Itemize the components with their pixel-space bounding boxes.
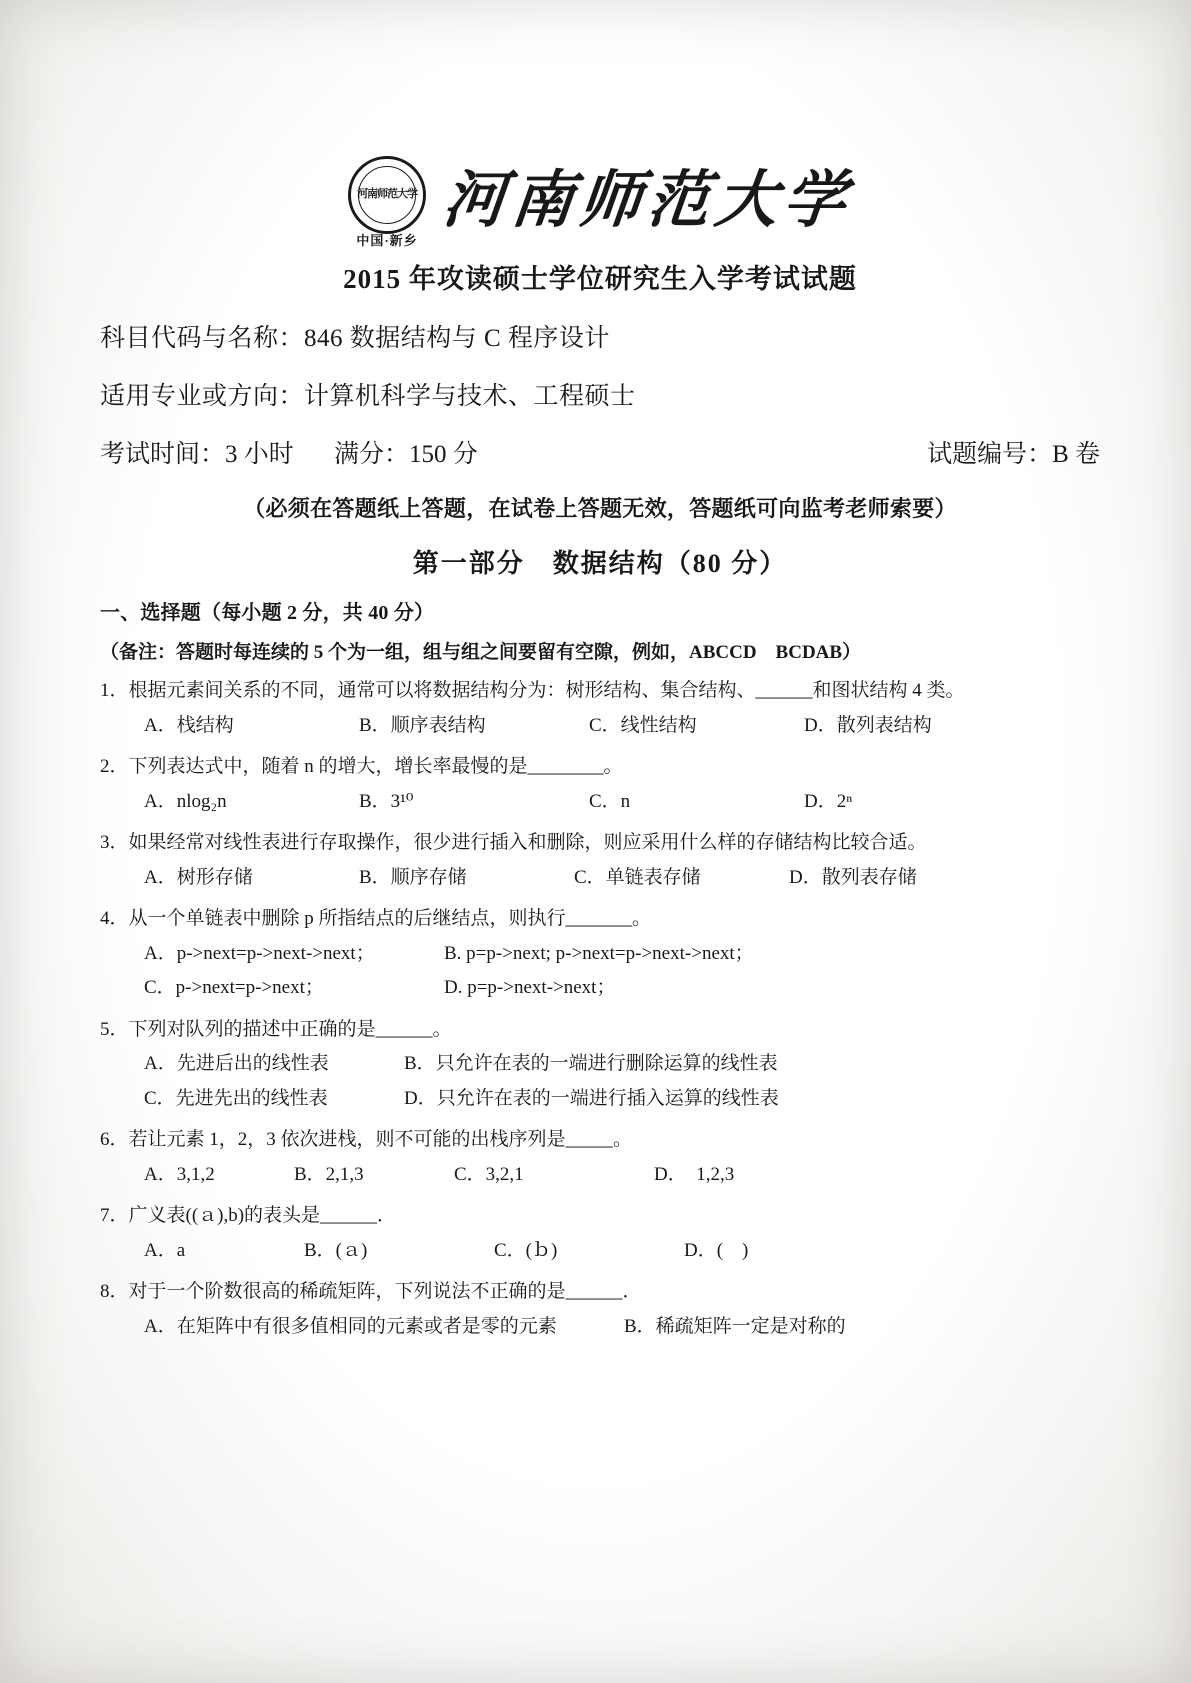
question-options: [100, 1050, 1100, 1079]
option-b: B．3¹⁰: [359, 790, 414, 812]
seal-inner-text: 河南师范大学: [356, 187, 417, 200]
question-options: [100, 1161, 1100, 1190]
exam-title: 2015 年攻读硕士学位研究生入学考试试题: [343, 264, 857, 294]
option-c: C．3,2,1: [454, 1163, 524, 1185]
option-d: D．2ⁿ: [804, 790, 853, 812]
question-options: [100, 940, 1100, 969]
university-seal-icon: [348, 156, 426, 234]
question-options: [100, 864, 1100, 893]
question-stem: 6．若让元素 1，2，3 依次进栈，则不可能的出栈序列是_____。: [100, 1129, 633, 1150]
answer-sheet-notice: （必须在答题纸上答题，在试卷上答题无效，答题纸可向监考老师索要）: [243, 496, 957, 521]
question-stem: 1．根据元素间关系的不同，通常可以将数据结构分为：树形结构、集合结构、______和图状结构 4 类。: [100, 680, 965, 701]
seal-caption: 中国·新乡: [356, 232, 418, 248]
option-a: A．树形存储: [144, 866, 253, 888]
option-d: D．只允许在表的一端进行插入运算的线性表: [404, 1087, 779, 1109]
question-stem: 3．如果经常对线性表进行存取操作，很少进行插入和删除，则应采用什么样的存储结构比较合适。: [100, 832, 927, 853]
question-stem: 2．下列表达式中，随着 n 的增大，增长率最慢的是________。: [100, 756, 623, 777]
paper-number-label: 试题编号：B 卷: [927, 441, 1100, 468]
question-options: [100, 1085, 1100, 1114]
question-stem: 7．广义表((ａ),b)的表头是______．: [100, 1205, 397, 1226]
option-a: A．3,1,2: [144, 1163, 215, 1185]
question-options: [100, 974, 1100, 1003]
option-b: B．2,1,3: [294, 1163, 364, 1185]
option-d: D． 1,2,3: [654, 1163, 735, 1185]
option-b: B．只允许在表的一端进行删除运算的线性表: [404, 1053, 778, 1074]
duration-label: 考试时间：3 小时: [100, 441, 294, 468]
document-content: [100, 150, 1100, 1341]
option-c: C．(ｂ): [494, 1239, 558, 1261]
section-heading: 一、选择题（每小题 2 分，共 40 分）: [100, 602, 435, 624]
question-options: [100, 712, 1100, 741]
option-c: C．单链表存储: [574, 866, 701, 888]
option-b: B．顺序存储: [359, 866, 467, 888]
question-item: [100, 1202, 1100, 1265]
option-a: A．先进后出的线性表: [144, 1053, 329, 1074]
question-options: [100, 788, 1100, 817]
letterhead: [100, 150, 1100, 248]
option-d: D．( ): [684, 1239, 749, 1261]
question-item: [100, 905, 1100, 1003]
question-item: [100, 1126, 1100, 1189]
exam-meta-left: [100, 434, 512, 470]
university-name: 河南师范大学: [439, 163, 856, 236]
option-b: B．稀疏矩阵一定是对称的: [624, 1315, 846, 1337]
question-stem: 8．对于一个阶数很高的稀疏矩阵，下列说法不正确的是______．: [100, 1281, 642, 1302]
option-c: C．p->next=p->next；: [144, 977, 324, 998]
option-a: A．a: [144, 1239, 186, 1261]
section-note: （备注：答题时每连续的 5 个为一组，组与组之间要留有空隙，例如，ABCCD BCDAB）: [100, 642, 862, 663]
option-b: B．顺序表结构: [359, 714, 486, 736]
option-a: A．nlog₂n: [144, 790, 227, 812]
option-c: C．先进先出的线性表: [144, 1087, 328, 1109]
option-b: B．(ａ): [304, 1239, 368, 1261]
question-item: [100, 829, 1100, 892]
part-title: 第一部分 数据结构（80 分）: [412, 549, 788, 578]
subject-line: 科目代码与名称：846 数据结构与 C 程序设计: [100, 325, 610, 352]
major-line: 适用专业或方向：计算机科学与技术、工程硕士: [100, 383, 636, 410]
university-seal-wrap: [348, 156, 426, 248]
total-score-label: 满分：150 分: [334, 441, 478, 468]
question-item: [100, 1016, 1100, 1114]
option-c: C．n: [589, 790, 631, 812]
option-d: D. p=p->next->next；: [444, 977, 616, 998]
question-item: [100, 677, 1100, 740]
option-d: D．散列表结构: [804, 714, 932, 736]
exam-meta-row: [100, 434, 1100, 470]
question-stem: 4．从一个单链表中删除 p 所指结点的后继结点，则执行_______。: [100, 908, 652, 929]
question-options: [100, 1313, 1100, 1342]
question-options: [100, 1237, 1100, 1266]
option-a: A．p->next=p->next->next；: [144, 942, 375, 964]
option-a: A．在矩阵中有很多值相同的元素或者是零的元素: [144, 1315, 557, 1337]
option-c: C．线性结构: [589, 714, 697, 736]
option-a: A．栈结构: [144, 714, 234, 736]
question-item: [100, 753, 1100, 816]
question-item: [100, 1278, 1100, 1341]
option-b: B. p=p->next; p->next=p->next->next；: [444, 942, 754, 964]
question-stem: 5．下列对队列的描述中正确的是______。: [100, 1018, 452, 1040]
option-d: D．散列表存储: [789, 866, 917, 888]
